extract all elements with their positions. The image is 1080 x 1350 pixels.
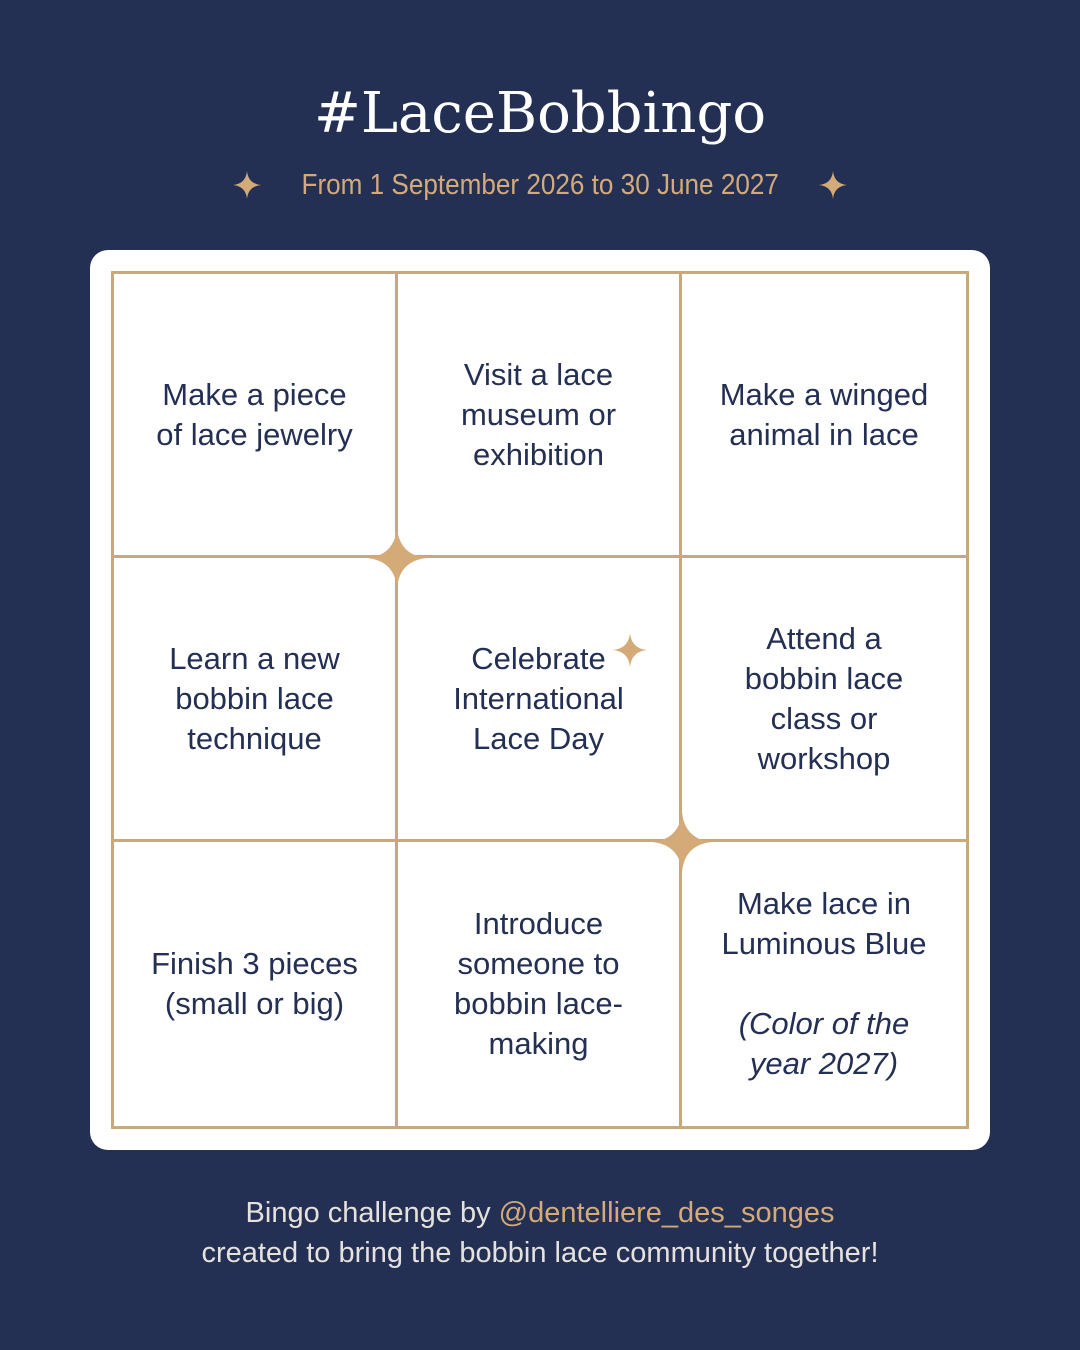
creator-handle: @dentelliere_des_songes (498, 1197, 835, 1229)
sparkle-left-icon (233, 171, 261, 199)
bingo-cell-text: Make a winged animal in lace (719, 376, 929, 452)
bingo-cell-text: Learn a new bobbin lace technique (169, 640, 340, 756)
date-range: From 1 September 2026 to 30 June 2027 (301, 169, 779, 201)
footer-prefix: Bingo challenge by (245, 1197, 499, 1229)
bingo-cell (682, 842, 966, 1126)
bingo-cell-text: Make lace in Luminous Blue (721, 886, 927, 961)
bingo-cell (114, 274, 398, 558)
bingo-cell-note: (Color of the year 2027) (738, 1006, 910, 1081)
bingo-grid (111, 271, 969, 1129)
bingo-cell (682, 274, 966, 558)
page-title: #LaceBobbingo (313, 81, 767, 146)
footer-credit (0, 1193, 1080, 1273)
sparkle-right-icon (819, 171, 847, 199)
bingo-cell (398, 842, 682, 1126)
footer-line-1 (0, 1193, 1080, 1233)
bingo-cell-text: Introduce someone to bobbin lace-making (454, 906, 623, 1061)
date-range-row (0, 162, 1080, 208)
bingo-cell (398, 274, 682, 558)
bingo-cell-center (398, 558, 682, 842)
sparkle-icon (613, 633, 647, 667)
bingo-cell-text: Make a piece of lace jewelry (156, 376, 353, 452)
footer-line-2: created to bring the bobbin lace community together! (201, 1237, 879, 1269)
sparkle-icon (652, 812, 712, 872)
bingo-cell (114, 558, 398, 842)
sparkle-icon (367, 528, 427, 588)
bingo-cell-text: Attend a bobbin lace class or workshop (744, 620, 904, 776)
bingo-cell-text: Visit a lace museum or exhibition (460, 356, 617, 472)
bingo-cell-text: Celebrate International Lace Day (453, 640, 624, 756)
bingo-cell-text: Finish 3 pieces (small or big) (151, 946, 358, 1021)
bingo-cell (114, 842, 398, 1126)
bingo-cell (682, 558, 966, 842)
